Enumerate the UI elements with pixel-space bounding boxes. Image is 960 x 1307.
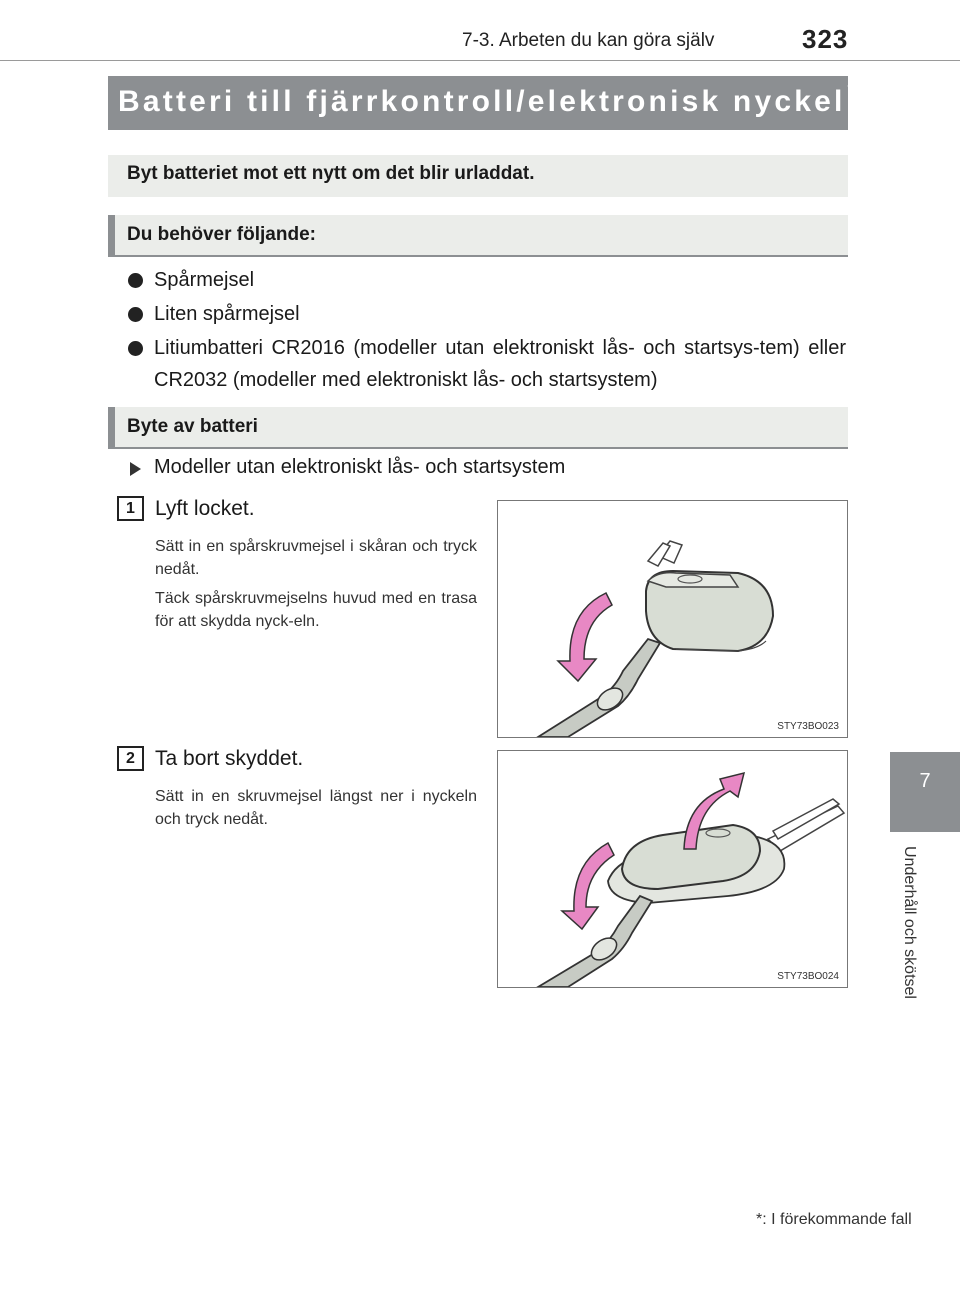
figure-id: STY73BO023 [777, 721, 839, 732]
bullet-dot [128, 307, 143, 322]
chapter-number: 7 [919, 770, 931, 792]
bullet-dot [128, 341, 143, 356]
page-title [118, 80, 855, 119]
chapter-title-vertical [892, 846, 922, 1046]
step-number-badge: 1 [117, 496, 144, 521]
step-paragraph: Täck spårskruvmejselns huvud med en trasa för att skydda nyck-eln. [155, 590, 477, 630]
page-title-text: Batteri till fjärrkontroll/elektronisk nyckel [118, 85, 846, 118]
figure-id: STY73BO024 [777, 971, 839, 982]
list-item-text: Liten spårmejsel [154, 303, 300, 325]
needed-heading: Du behöver följande: [127, 224, 316, 245]
key-screwdriver-illustration [498, 501, 847, 737]
header-divider [0, 60, 960, 61]
list-item-text: Litiumbatteri CR2016 (modeller utan elektroniskt lås- och startsys-tem) eller CR2032 (modeller med elektroniskt lås- och startsystem) [154, 337, 846, 391]
section-header: 7-3. Arbeten du kan göra själv [462, 30, 715, 51]
key-cover-removal-illustration [498, 751, 847, 987]
intro-box [108, 155, 848, 197]
step-title: Ta bort skyddet. [155, 747, 304, 770]
intro-text: Byt batteriet mot ett nytt om det blir urladdat. [127, 163, 535, 184]
bullet-dot [128, 273, 143, 288]
replace-heading-bar [108, 407, 848, 449]
figure-lift-cover [497, 500, 848, 738]
needed-heading-bar [108, 215, 848, 257]
replace-heading: Byte av batteri [127, 416, 258, 437]
step-title: Lyft locket. [155, 497, 255, 520]
chapter-title: Underhåll och skötsel [901, 846, 918, 999]
step-number-badge: 2 [117, 746, 144, 771]
figure-remove-cover [497, 750, 848, 988]
footnote-marker: * [756, 1211, 763, 1228]
page-title-bar [108, 76, 855, 130]
triangle-bullet-icon [130, 462, 141, 476]
model-line-text: Modeller utan elektroniskt lås- och startsystem [154, 456, 566, 478]
step-paragraph: Sätt in en spårskruvmejsel i skåran och tryck nedåt. [155, 538, 477, 578]
footnote-text: : I förekommande fall [762, 1211, 912, 1228]
step-paragraph: Sätt in en skruvmejsel längst ner i nyckeln och tryck nedåt. [155, 788, 477, 828]
page-number: 323 [802, 24, 849, 54]
title-footnote-marker: * [847, 80, 855, 100]
list-item-text: Spårmejsel [154, 269, 255, 291]
footnote [756, 1211, 912, 1229]
